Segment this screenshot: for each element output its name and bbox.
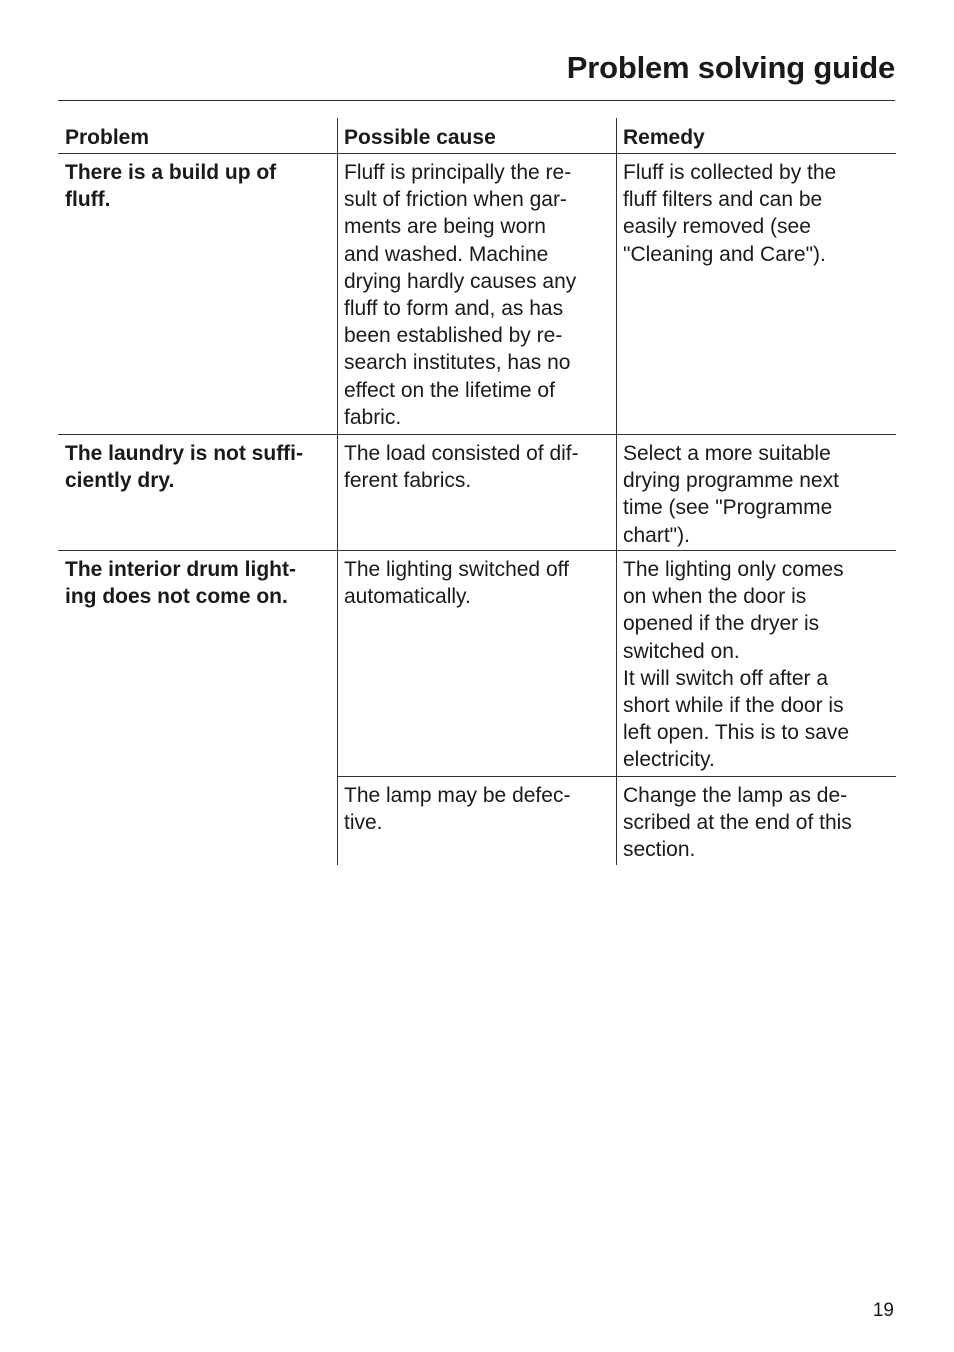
cause-cell: The lamp may be defec- tive. (337, 777, 616, 865)
table-row (58, 154, 896, 435)
remedy-cell: The lighting only comes on when the door is opened if the dryer is switched on. It will switch off after a short while if the door is left open. This is to save electricity. (616, 551, 896, 776)
column-header-remedy: Remedy (616, 118, 896, 153)
problem-cell: There is a build up of fluff. (65, 161, 277, 212)
page-title: Problem solving guide (566, 50, 895, 85)
problem-cell: The laundry is not suffi- ciently dry. (65, 442, 304, 493)
cause-cell: The load consisted of dif- ferent fabrics. (337, 435, 616, 550)
column-header-cause: Possible cause (337, 118, 616, 153)
remedy-cell: Fluff is collected by the fluff filters and can be easily removed (see "Cleaning and Care"). (616, 154, 896, 434)
table-row (58, 551, 896, 865)
page-number: 19 (872, 1300, 894, 1321)
title-divider (58, 100, 895, 101)
table-row (58, 435, 896, 551)
table-header-row (58, 118, 896, 154)
cause-cell: Fluff is principally the re- sult of friction when gar- ments are being worn and washed. Machine drying hardly causes any fluff to form and, as has been established by re- search institutes, has no effect on the lifetime of fabric. (337, 154, 616, 434)
remedy-cell: Select a more suitable drying programme next time (see "Programme chart"). (616, 435, 896, 550)
column-header-problem: Problem (65, 126, 150, 149)
cause-remedy-group (337, 551, 896, 865)
cause-cell: The lighting switched off automatically. (337, 551, 616, 776)
remedy-cell: Change the lamp as de- scribed at the end of this section. (616, 777, 896, 865)
table-subrow (337, 551, 896, 777)
table-subrow (337, 777, 896, 865)
problem-cell: The interior drum light- ing does not come on. (65, 558, 296, 609)
problem-solving-table (58, 118, 896, 865)
